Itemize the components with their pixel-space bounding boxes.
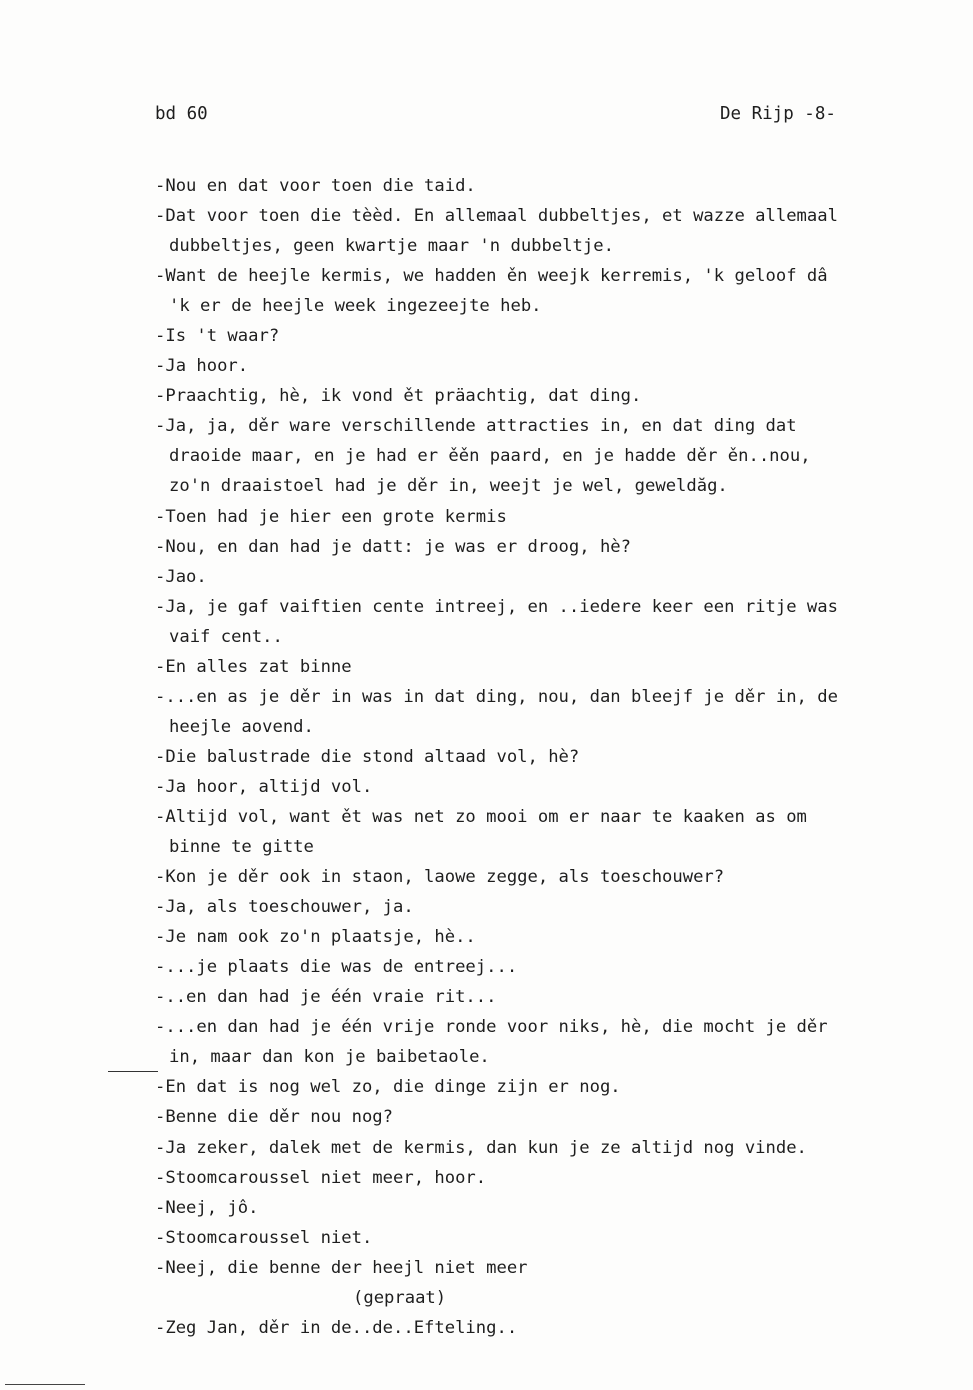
transcript-line: -Nou en dat voor toen die taid. — [155, 176, 476, 196]
transcript-line: -...je plaats die was de entreej... — [155, 957, 518, 978]
transcript-line: -Want de heejle kermis, we hadden ěn weejk kerremis, 'k geloof dâ — [155, 266, 828, 287]
transcript-line: vaif cent.. — [169, 626, 283, 647]
transcript-line: -Ja hoor, altijd vol. — [155, 776, 373, 797]
transcript-line: -Die balustrade die stond altaad vol, hè? — [155, 746, 580, 767]
transcript-line: dubbeltjes, geen kwartje maar 'n dubbeltje. — [169, 236, 614, 257]
transcript-line: -Ja zeker, dalek met de kermis, dan kun je ze altijd nog vinde. — [155, 1137, 807, 1158]
margin-mark — [108, 1071, 158, 1072]
transcript-line: (gepraat) — [353, 1287, 447, 1308]
transcript-line: -Is 't waar? — [155, 326, 280, 347]
transcript-line: -En dat is nog wel zo, die dinge zijn er nog. — [155, 1077, 621, 1098]
transcript-line: -Neej, die benne der heejl niet meer — [155, 1257, 528, 1278]
transcript-line: -Kon je děr ook in staon, laowe zegge, als toeschouwer? — [155, 867, 725, 888]
transcript-line: -Toen had je hier een grote kermis — [155, 506, 507, 527]
transcript-line: -Praachtig, hè, ik vond ět präachtig, dat ding. — [155, 386, 642, 407]
page-reference: bd 60 — [155, 104, 208, 124]
transcript-line: in, maar dan kon je baibetaole. — [169, 1047, 490, 1068]
transcript-line: -Zeg Jan, děr in de..de..Efteling.. — [155, 1317, 518, 1338]
transcript-line: -..en dan had je één vraie rit... — [155, 987, 497, 1008]
transcript-line: -Neej, jô. — [155, 1197, 259, 1218]
transcript-line: -Stoomcaroussel niet. — [155, 1227, 373, 1248]
transcript-line: -Je nam ook zo'n plaatsje, hè.. — [155, 927, 476, 948]
transcript-line: -Jao. — [155, 566, 207, 587]
transcript-line: -...en as je děr in was in dat ding, nou, dan bleejf je děr in, de — [155, 686, 838, 707]
transcript-line: -Altijd vol, want ět was net zo mooi om er naar te kaaken as om — [155, 806, 807, 827]
transcript-line: -Benne die děr nou nog? — [155, 1107, 393, 1128]
footer-rule — [5, 1384, 85, 1385]
transcript-line: -Ja, ja, děr ware verschillende attracties in, en dat ding dat — [155, 416, 797, 437]
transcript-line: draoide maar, en je had er ěěn paard, en je hadde děr ěn..nou, — [169, 446, 811, 467]
transcript-line: 'k er de heejle week ingezeejte heb. — [169, 296, 542, 317]
transcript-body — [155, 171, 967, 1343]
transcript-line: binne te gitte — [169, 837, 314, 858]
transcript-line: -Stoomcaroussel niet meer, hoor. — [155, 1167, 487, 1188]
transcript-line: heejle aovend. — [169, 716, 314, 737]
transcript-line: zo'n draaistoel had je děr in, weejt je wel, geweldăg. — [169, 476, 728, 497]
transcript-line: -Ja, je gaf vaiftien cente intreej, en ..iedere keer een ritje was — [155, 596, 838, 617]
transcript-line: -Nou, en dan had je datt: je was er droog, hè? — [155, 536, 631, 557]
page-header — [0, 104, 973, 128]
transcript-line: -...en dan had je één vrije ronde voor niks, hè, die mocht je děr — [155, 1017, 828, 1038]
transcript-line: -Dat voor toen die tèèd. En allemaal dubbeltjes, et wazze allemaal — [155, 206, 838, 227]
transcript-line: -En alles zat binne — [155, 656, 352, 677]
page-title-number: De Rijp -8- — [720, 104, 836, 124]
transcript-line: -Ja, als toeschouwer, ja. — [155, 897, 414, 918]
transcript-line: -Ja hoor. — [155, 356, 249, 377]
